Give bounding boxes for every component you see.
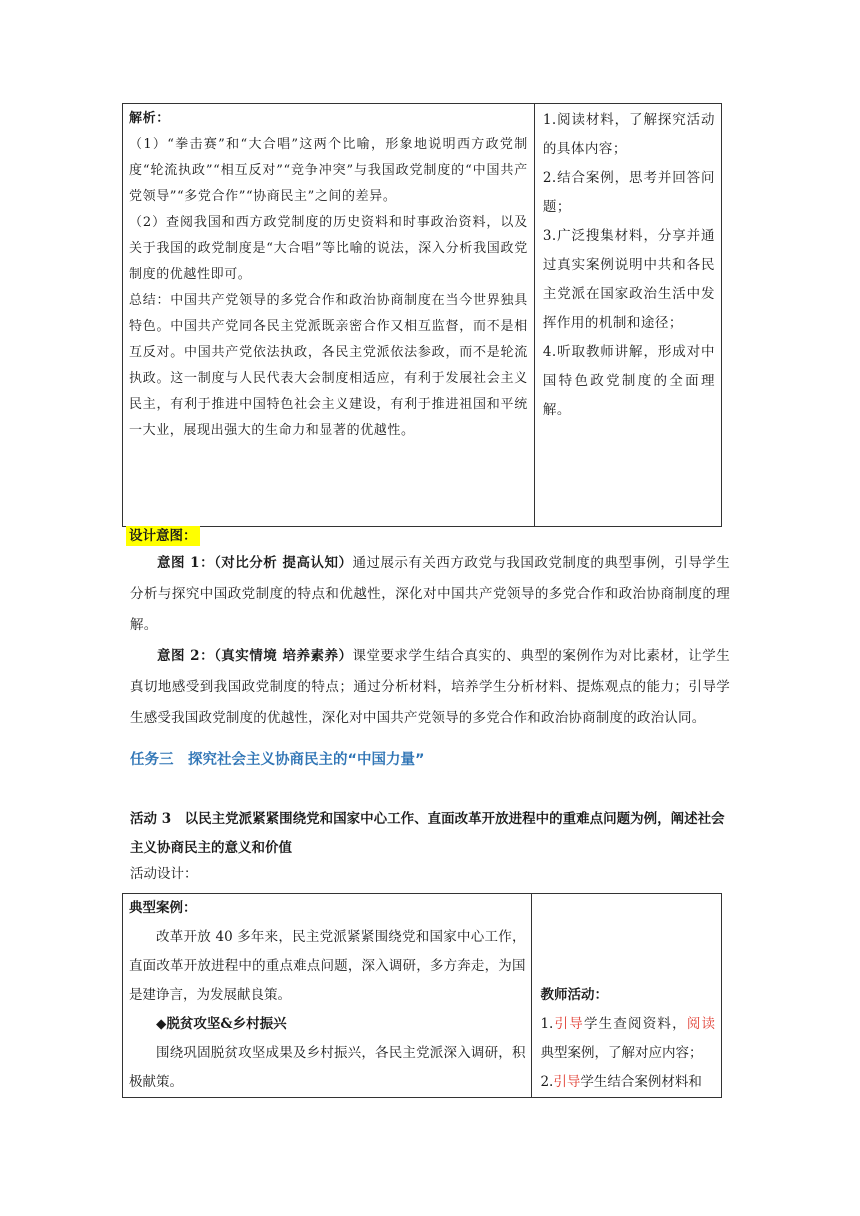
teacher-activity-cell: [532, 894, 722, 1098]
item-text: 典型案例，了解对应内容；: [540, 1045, 703, 1061]
intent-1-paragraph: [130, 548, 730, 641]
design-intent-label: 设计意图：: [126, 526, 200, 546]
case-paragraph-2: 围绕巩固脱贫攻坚成果及乡村振兴，各民主党派深入调研，积极献策。: [129, 1045, 526, 1090]
student-activity-item: 2.结合案例，思考并回答问题；: [542, 170, 715, 215]
intent-2-title: 意图 2：（真实情境 培养素养）: [157, 648, 353, 664]
intent-1-text: 通过展示有关西方政党与我国政党制度的典型事例，引导学生分析与探究中国政党制度的特点和优越性，深化对中国共产党领导的多党合作和政治协商制度的理解。: [130, 555, 730, 633]
keyword-read: 阅读: [686, 1016, 716, 1032]
analysis-table: [122, 103, 722, 527]
analysis-title: 解析：: [129, 111, 170, 126]
teacher-activity-title: 教师活动：: [540, 987, 608, 1003]
keyword-guide: 引导: [553, 1016, 584, 1032]
student-activity-item: 4.听取教师讲解，形成对中国特色政党制度的全面理解。: [542, 344, 715, 418]
case-subheading: ◆脱贫攻坚&乡村振兴: [156, 1016, 287, 1032]
item-text: 学生结合案例材料和: [580, 1074, 702, 1090]
intent-2-text: 课堂要求学生结合真实的、典型的案例作为对比素材，让学生真切地感受到我国政党制度的特点；通过分析材料，培养学生分析材料、提炼观点的能力；引导学生感受我国政党制度的优越性，深化对中国共产党领导的多党合作和政治协商制度的政治认同。: [130, 648, 730, 726]
analysis-paragraph-1: （1）“拳击赛”和“大合唱”这两个比喻，形象地说明西方政党制度“轮流执政”“相互反对”“竞争冲突”与我国政党制度的“中国共产党领导”“多党合作”“协商民主”之间的差异。: [129, 137, 528, 204]
activity-design-label: 活动设计：: [130, 866, 198, 882]
teacher-activity-item-2: [540, 1068, 715, 1097]
activity-3-heading: 活动 3 以民主党派紧紧围绕党和国家中心工作、直面改革开放进程中的重难点问题为例，阐述社会主义协商民主的意义和价值: [130, 811, 725, 856]
student-activity-item: 3.广泛搜集材料，分享并通过真实案例说明中共和各民主党派在国家政治生活中发挥作用的机制和途径；: [542, 228, 715, 331]
intent-2-paragraph: [130, 641, 730, 734]
case-title: 典型案例：: [129, 900, 197, 916]
case-paragraph-1: 改革开放 40 多年来，民主党派紧紧围绕党和国家中心工作，直面改革开放进程中的重点难点问题，深入调研，多方奔走，为国是建诤言，为发展献良策。: [129, 929, 526, 1003]
item-number: 2.: [540, 1074, 554, 1090]
case-cell: [123, 894, 532, 1098]
keyword-guide: 引导: [553, 1074, 581, 1090]
activity-table: [122, 893, 722, 1098]
item-number: 1.: [540, 1016, 554, 1032]
analysis-paragraph-2: （2）查阅我国和西方政党制度的历史资料和时事政治资料，以及关于我国的政党制度是“大合唱”等比喻的说法，深入分析我国政党制度的优越性即可。: [129, 215, 528, 282]
teacher-activity-item-1: [540, 1010, 715, 1068]
analysis-summary: 总结：中国共产党领导的多党合作和政治协商制度在当今世界独具特色。中国共产党同各民主党派既亲密合作又相互监督，而不是相互反对。中国共产党依法执政，各民主党派依法参政，而不是轮流执政。这一制度与人民代表大会制度相适应，有利于发展社会主义民主，有利于推进中国特色社会主义建设，有利于推进祖国和平统一大业，展现出强大的生命力和显著的优越性。: [129, 293, 528, 438]
student-activity-item: 1.阅读材料，了解探究活动的具体内容；: [542, 112, 715, 157]
item-text: 学生查阅资料，: [583, 1016, 687, 1032]
intent-1-title: 意图 1：（对比分析 提高认知）: [157, 555, 353, 571]
analysis-cell: [123, 104, 535, 527]
task-3-heading: 任务三 探究社会主义协商民主的“中国力量”: [130, 752, 425, 768]
student-activity-cell: [534, 104, 721, 527]
